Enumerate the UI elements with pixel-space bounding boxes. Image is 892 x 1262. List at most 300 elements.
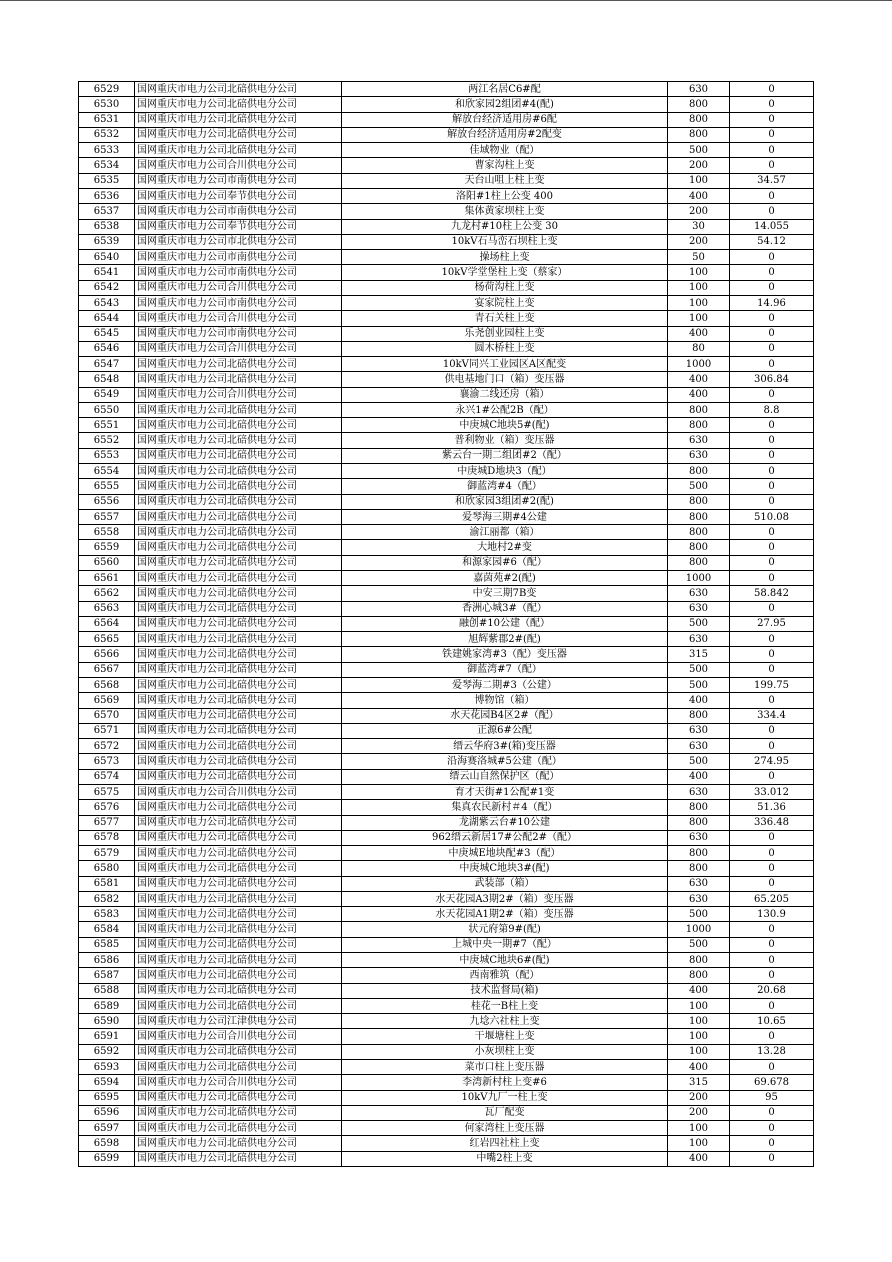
capacity-cell: 100 xyxy=(668,1044,730,1059)
company-cell: 国网重庆市电力公司北碚供电分公司 xyxy=(135,509,342,524)
table-row xyxy=(79,555,814,570)
company-cell: 国网重庆市电力公司北碚供电分公司 xyxy=(135,800,342,815)
value-cell: 0 xyxy=(730,418,814,433)
company-cell: 国网重庆市电力公司北碚供电分公司 xyxy=(135,418,342,433)
table-row xyxy=(79,1090,814,1105)
transformer-name-cell: 何家湾柱上变压器 xyxy=(342,1121,668,1136)
row-number-cell: 6541 xyxy=(79,265,135,280)
value-cell: 0 xyxy=(730,647,814,662)
company-cell: 国网重庆市电力公司北碚供电分公司 xyxy=(135,479,342,494)
table-row xyxy=(79,876,814,891)
capacity-cell: 200 xyxy=(668,158,730,173)
capacity-cell: 400 xyxy=(668,326,730,341)
table-row xyxy=(79,769,814,784)
row-number-cell: 6566 xyxy=(79,647,135,662)
row-number-cell: 6595 xyxy=(79,1090,135,1105)
table-row xyxy=(79,234,814,249)
company-cell: 国网重庆市电力公司奉节供电分公司 xyxy=(135,219,342,234)
capacity-cell: 1000 xyxy=(668,571,730,586)
table-row xyxy=(79,402,814,417)
capacity-cell: 630 xyxy=(668,448,730,463)
table-row xyxy=(79,1151,814,1166)
capacity-cell: 400 xyxy=(668,693,730,708)
row-number-cell: 6537 xyxy=(79,204,135,219)
capacity-cell: 100 xyxy=(668,295,730,310)
company-cell: 国网重庆市电力公司北碚供电分公司 xyxy=(135,723,342,738)
transformer-name-cell: 中庚城D地块3（配） xyxy=(342,464,668,479)
transformer-name-cell: 西南雅筑（配） xyxy=(342,968,668,983)
table-row xyxy=(79,616,814,631)
value-cell: 0 xyxy=(730,739,814,754)
transformer-name-cell: 缙云华府3#(箱)变压器 xyxy=(342,739,668,754)
company-cell: 国网重庆市电力公司北碚供电分公司 xyxy=(135,1044,342,1059)
value-cell: 65.205 xyxy=(730,891,814,906)
transformer-name-cell: 曹家沟柱上变 xyxy=(342,158,668,173)
transformer-name-cell: 解放台经济适用房#2配变 xyxy=(342,127,668,142)
row-number-cell: 6573 xyxy=(79,754,135,769)
page-top-rule xyxy=(0,0,892,1)
table-row xyxy=(79,311,814,326)
company-cell: 国网重庆市电力公司北碚供电分公司 xyxy=(135,525,342,540)
table-row xyxy=(79,295,814,310)
table-row xyxy=(79,647,814,662)
company-cell: 国网重庆市电力公司市南供电分公司 xyxy=(135,173,342,188)
row-number-cell: 6539 xyxy=(79,234,135,249)
row-number-cell: 6556 xyxy=(79,494,135,509)
transformer-name-cell: 永兴1#公配2B（配） xyxy=(342,402,668,417)
transformer-name-cell: 和源家园#6（配） xyxy=(342,555,668,570)
company-cell: 国网重庆市电力公司北碚供电分公司 xyxy=(135,1121,342,1136)
transformer-name-cell: 博物馆（箱） xyxy=(342,693,668,708)
row-number-cell: 6554 xyxy=(79,464,135,479)
table-row xyxy=(79,433,814,448)
transformer-name-cell: 大地村2#变 xyxy=(342,540,668,555)
table-row xyxy=(79,326,814,341)
company-cell: 国网重庆市电力公司北碚供电分公司 xyxy=(135,1136,342,1151)
transformer-name-cell: 菜市口柱上变压器 xyxy=(342,1060,668,1075)
row-number-cell: 6564 xyxy=(79,616,135,631)
capacity-cell: 30 xyxy=(668,219,730,234)
capacity-cell: 80 xyxy=(668,341,730,356)
transformer-name-cell: 10kV石马峦石坝柱上变 xyxy=(342,234,668,249)
transformer-name-cell: 爱琴海三期#4公建 xyxy=(342,509,668,524)
transformer-name-cell: 铁建姚家湾#3（配）变压器 xyxy=(342,647,668,662)
row-number-cell: 6589 xyxy=(79,998,135,1013)
capacity-cell: 800 xyxy=(668,555,730,570)
row-number-cell: 6563 xyxy=(79,601,135,616)
table-row xyxy=(79,891,814,906)
value-cell: 199.75 xyxy=(730,677,814,692)
company-cell: 国网重庆市电力公司北碚供电分公司 xyxy=(135,433,342,448)
row-number-cell: 6598 xyxy=(79,1136,135,1151)
value-cell: 0 xyxy=(730,1060,814,1075)
capacity-cell: 630 xyxy=(668,876,730,891)
company-cell: 国网重庆市电力公司北碚供电分公司 xyxy=(135,448,342,463)
row-number-cell: 6592 xyxy=(79,1044,135,1059)
transformer-name-cell: 御蓝湾#4（配） xyxy=(342,479,668,494)
row-number-cell: 6568 xyxy=(79,677,135,692)
transformer-name-cell: 缙云山自然保护区（配） xyxy=(342,769,668,784)
transformer-name-cell: 青石关柱上变 xyxy=(342,311,668,326)
transformer-name-cell: 中庚城C地块3#(配) xyxy=(342,861,668,876)
value-cell: 20.68 xyxy=(730,983,814,998)
row-number-cell: 6584 xyxy=(79,922,135,937)
value-cell: 0 xyxy=(730,693,814,708)
table-row xyxy=(79,1014,814,1029)
capacity-cell: 400 xyxy=(668,188,730,203)
row-number-cell: 6567 xyxy=(79,662,135,677)
table-row xyxy=(79,158,814,173)
value-cell: 8.8 xyxy=(730,402,814,417)
capacity-cell: 400 xyxy=(668,387,730,402)
table-row xyxy=(79,708,814,723)
capacity-cell: 800 xyxy=(668,112,730,127)
value-cell: 0 xyxy=(730,632,814,647)
company-cell: 国网重庆市电力公司北碚供电分公司 xyxy=(135,127,342,142)
company-cell: 国网重庆市电力公司市北供电分公司 xyxy=(135,234,342,249)
value-cell: 69.678 xyxy=(730,1075,814,1090)
capacity-cell: 50 xyxy=(668,250,730,265)
capacity-cell: 100 xyxy=(668,265,730,280)
transformer-name-cell: 红岩四社柱上变 xyxy=(342,1136,668,1151)
transformer-name-cell: 中庚城C地块5#(配) xyxy=(342,418,668,433)
value-cell: 34.57 xyxy=(730,173,814,188)
transformer-name-cell: 圆木桥柱上变 xyxy=(342,341,668,356)
row-number-cell: 6569 xyxy=(79,693,135,708)
row-number-cell: 6583 xyxy=(79,907,135,922)
table-row xyxy=(79,739,814,754)
table-row xyxy=(79,341,814,356)
capacity-cell: 630 xyxy=(668,632,730,647)
table-row xyxy=(79,143,814,158)
table-row xyxy=(79,723,814,738)
table-row xyxy=(79,250,814,265)
row-number-cell: 6536 xyxy=(79,188,135,203)
transformer-name-cell: 水天花园B4区2#（配） xyxy=(342,708,668,723)
value-cell: 0 xyxy=(730,937,814,952)
capacity-cell: 630 xyxy=(668,830,730,845)
value-cell: 510.08 xyxy=(730,509,814,524)
row-number-cell: 6593 xyxy=(79,1060,135,1075)
row-number-cell: 6548 xyxy=(79,372,135,387)
company-cell: 国网重庆市电力公司北碚供电分公司 xyxy=(135,754,342,769)
row-number-cell: 6555 xyxy=(79,479,135,494)
table-row xyxy=(79,204,814,219)
transformer-name-cell: 干堰塘柱上变 xyxy=(342,1029,668,1044)
value-cell: 0 xyxy=(730,998,814,1013)
row-number-cell: 6547 xyxy=(79,357,135,372)
capacity-cell: 400 xyxy=(668,769,730,784)
transformer-name-cell: 九埝六社柱上变 xyxy=(342,1014,668,1029)
company-cell: 国网重庆市电力公司北碚供电分公司 xyxy=(135,647,342,662)
capacity-cell: 500 xyxy=(668,616,730,631)
transformer-name-cell: 962缙云新居17#公配2#（配） xyxy=(342,830,668,845)
transformer-name-cell: 10kV学堂堡柱上变（蔡家） xyxy=(342,265,668,280)
value-cell: 0 xyxy=(730,861,814,876)
capacity-cell: 800 xyxy=(668,968,730,983)
transformer-name-cell: 沿海赛洛城#5公建（配） xyxy=(342,754,668,769)
transformer-name-cell: 10kV九厂一柱上变 xyxy=(342,1090,668,1105)
company-cell: 国网重庆市电力公司北碚供电分公司 xyxy=(135,998,342,1013)
capacity-cell: 800 xyxy=(668,97,730,112)
company-cell: 国网重庆市电力公司北碚供电分公司 xyxy=(135,861,342,876)
value-cell: 0 xyxy=(730,479,814,494)
row-number-cell: 6530 xyxy=(79,97,135,112)
row-number-cell: 6558 xyxy=(79,525,135,540)
table-row xyxy=(79,479,814,494)
row-number-cell: 6550 xyxy=(79,402,135,417)
company-cell: 国网重庆市电力公司北碚供电分公司 xyxy=(135,937,342,952)
transformer-name-cell: 中庚城E地块配#3（配） xyxy=(342,846,668,861)
company-cell: 国网重庆市电力公司北碚供电分公司 xyxy=(135,907,342,922)
row-number-cell: 6538 xyxy=(79,219,135,234)
value-cell: 0 xyxy=(730,555,814,570)
table-row xyxy=(79,540,814,555)
capacity-cell: 500 xyxy=(668,754,730,769)
value-cell: 0 xyxy=(730,112,814,127)
company-cell: 国网重庆市电力公司北碚供电分公司 xyxy=(135,953,342,968)
table-row xyxy=(79,494,814,509)
transformer-name-cell: 10kV同兴工业园区A区配变 xyxy=(342,357,668,372)
value-cell: 0 xyxy=(730,311,814,326)
capacity-cell: 800 xyxy=(668,815,730,830)
value-cell: 0 xyxy=(730,143,814,158)
row-number-cell: 6545 xyxy=(79,326,135,341)
company-cell: 国网重庆市电力公司北碚供电分公司 xyxy=(135,983,342,998)
value-cell: 130.9 xyxy=(730,907,814,922)
company-cell: 国网重庆市电力公司市南供电分公司 xyxy=(135,250,342,265)
transformer-name-cell: 中安三期7B变 xyxy=(342,586,668,601)
company-cell: 国网重庆市电力公司北碚供电分公司 xyxy=(135,846,342,861)
capacity-cell: 630 xyxy=(668,586,730,601)
value-cell: 10.65 xyxy=(730,1014,814,1029)
row-number-cell: 6544 xyxy=(79,311,135,326)
row-number-cell: 6531 xyxy=(79,112,135,127)
company-cell: 国网重庆市电力公司北碚供电分公司 xyxy=(135,372,342,387)
transformer-name-cell: 桂花一B柱上变 xyxy=(342,998,668,1013)
capacity-cell: 100 xyxy=(668,311,730,326)
transformer-name-cell: 洛阳#1柱上公变 400 xyxy=(342,188,668,203)
table-row xyxy=(79,693,814,708)
transformer-name-cell: 上城中央一期#7（配） xyxy=(342,937,668,952)
table-row xyxy=(79,998,814,1013)
capacity-cell: 200 xyxy=(668,1105,730,1120)
row-number-cell: 6581 xyxy=(79,876,135,891)
company-cell: 国网重庆市电力公司合川供电分公司 xyxy=(135,341,342,356)
row-number-cell: 6575 xyxy=(79,784,135,799)
transformer-name-cell: 育才天街#1公配#1变 xyxy=(342,784,668,799)
capacity-cell: 500 xyxy=(668,479,730,494)
table-row xyxy=(79,800,814,815)
transformer-name-cell: 两江名居C6#配 xyxy=(342,82,668,97)
capacity-cell: 500 xyxy=(668,143,730,158)
capacity-cell: 630 xyxy=(668,891,730,906)
table-row xyxy=(79,418,814,433)
value-cell: 306.84 xyxy=(730,372,814,387)
company-cell: 国网重庆市电力公司北碚供电分公司 xyxy=(135,143,342,158)
capacity-cell: 800 xyxy=(668,800,730,815)
table-row xyxy=(79,586,814,601)
table-row xyxy=(79,219,814,234)
transformer-name-cell: 襄渝二线还房（箱） xyxy=(342,387,668,402)
row-number-cell: 6543 xyxy=(79,295,135,310)
table-row xyxy=(79,968,814,983)
table-row xyxy=(79,265,814,280)
company-cell: 国网重庆市电力公司北碚供电分公司 xyxy=(135,708,342,723)
value-cell: 33.012 xyxy=(730,784,814,799)
value-cell: 51.36 xyxy=(730,800,814,815)
company-cell: 国网重庆市电力公司北碚供电分公司 xyxy=(135,876,342,891)
value-cell: 0 xyxy=(730,280,814,295)
value-cell: 274.95 xyxy=(730,754,814,769)
value-cell: 0 xyxy=(730,968,814,983)
value-cell: 0 xyxy=(730,953,814,968)
row-number-cell: 6533 xyxy=(79,143,135,158)
transformer-name-cell: 御蓝湾#7（配） xyxy=(342,662,668,677)
value-cell: 0 xyxy=(730,326,814,341)
transformer-name-cell: 水天花园A1期2#（箱）变压器 xyxy=(342,907,668,922)
table-row xyxy=(79,983,814,998)
transformer-name-cell: 供电基地门口（箱）变压器 xyxy=(342,372,668,387)
table-row xyxy=(79,632,814,647)
table-row xyxy=(79,846,814,861)
company-cell: 国网重庆市电力公司市南供电分公司 xyxy=(135,204,342,219)
table-row xyxy=(79,1105,814,1120)
transformer-name-cell: 和欣家园3组团#2(配) xyxy=(342,494,668,509)
row-number-cell: 6549 xyxy=(79,387,135,402)
table-row xyxy=(79,1044,814,1059)
row-number-cell: 6559 xyxy=(79,540,135,555)
value-cell: 27.95 xyxy=(730,616,814,631)
company-cell: 国网重庆市电力公司奉节供电分公司 xyxy=(135,188,342,203)
value-cell: 0 xyxy=(730,82,814,97)
company-cell: 国网重庆市电力公司北碚供电分公司 xyxy=(135,968,342,983)
capacity-cell: 400 xyxy=(668,1060,730,1075)
capacity-cell: 500 xyxy=(668,662,730,677)
capacity-cell: 100 xyxy=(668,1136,730,1151)
capacity-cell: 100 xyxy=(668,173,730,188)
row-number-cell: 6542 xyxy=(79,280,135,295)
row-number-cell: 6560 xyxy=(79,555,135,570)
company-cell: 国网重庆市电力公司北碚供电分公司 xyxy=(135,1151,342,1166)
transformer-name-cell: 乐尧创业园柱上变 xyxy=(342,326,668,341)
value-cell: 14.96 xyxy=(730,295,814,310)
table-row xyxy=(79,188,814,203)
value-cell: 0 xyxy=(730,158,814,173)
table-row xyxy=(79,784,814,799)
value-cell: 0 xyxy=(730,846,814,861)
transformer-name-cell: 普利物业（箱）变压器 xyxy=(342,433,668,448)
value-cell: 0 xyxy=(730,1121,814,1136)
transformer-name-cell: 旭辉紫郡2#(配) xyxy=(342,632,668,647)
company-cell: 国网重庆市电力公司北碚供电分公司 xyxy=(135,1060,342,1075)
transformer-name-cell: 渝江丽都（箱） xyxy=(342,525,668,540)
row-number-cell: 6546 xyxy=(79,341,135,356)
value-cell: 0 xyxy=(730,97,814,112)
transformer-name-cell: 小灰坝柱上变 xyxy=(342,1044,668,1059)
table-row xyxy=(79,1075,814,1090)
transformer-name-cell: 正源6#公配 xyxy=(342,723,668,738)
transformer-name-cell: 九龙村#10柱上公变 30 xyxy=(342,219,668,234)
table-row xyxy=(79,953,814,968)
company-cell: 国网重庆市电力公司合川供电分公司 xyxy=(135,280,342,295)
capacity-cell: 800 xyxy=(668,953,730,968)
table-row xyxy=(79,861,814,876)
company-cell: 国网重庆市电力公司北碚供电分公司 xyxy=(135,693,342,708)
capacity-cell: 500 xyxy=(668,907,730,922)
table-row xyxy=(79,677,814,692)
table-row xyxy=(79,815,814,830)
capacity-cell: 800 xyxy=(668,861,730,876)
transformer-name-cell: 解放台经济适用房#6配 xyxy=(342,112,668,127)
row-number-cell: 6574 xyxy=(79,769,135,784)
capacity-cell: 1000 xyxy=(668,922,730,937)
transformer-name-cell: 集真农民新村＃4（配） xyxy=(342,800,668,815)
capacity-cell: 630 xyxy=(668,723,730,738)
value-cell: 0 xyxy=(730,769,814,784)
value-cell: 0 xyxy=(730,601,814,616)
capacity-cell: 630 xyxy=(668,433,730,448)
company-cell: 国网重庆市电力公司北碚供电分公司 xyxy=(135,922,342,937)
capacity-cell: 100 xyxy=(668,998,730,1013)
capacity-cell: 500 xyxy=(668,937,730,952)
value-cell: 14.055 xyxy=(730,219,814,234)
transformer-name-cell: 宴家院柱上变 xyxy=(342,295,668,310)
value-cell: 0 xyxy=(730,540,814,555)
row-number-cell: 6580 xyxy=(79,861,135,876)
capacity-cell: 400 xyxy=(668,983,730,998)
capacity-cell: 800 xyxy=(668,402,730,417)
company-cell: 国网重庆市电力公司北碚供电分公司 xyxy=(135,815,342,830)
table-row xyxy=(79,173,814,188)
transformer-name-cell: 嘉茵苑#2(配) xyxy=(342,571,668,586)
table-row xyxy=(79,357,814,372)
value-cell: 0 xyxy=(730,876,814,891)
company-cell: 国网重庆市电力公司北碚供电分公司 xyxy=(135,739,342,754)
table-row xyxy=(79,372,814,387)
company-cell: 国网重庆市电力公司市南供电分公司 xyxy=(135,326,342,341)
row-number-cell: 6596 xyxy=(79,1105,135,1120)
value-cell: 0 xyxy=(730,464,814,479)
capacity-cell: 800 xyxy=(668,846,730,861)
value-cell: 334.4 xyxy=(730,708,814,723)
company-cell: 国网重庆市电力公司合川供电分公司 xyxy=(135,387,342,402)
transformer-name-cell: 水天花园A3期2#（箱）变压器 xyxy=(342,891,668,906)
capacity-cell: 800 xyxy=(668,127,730,142)
row-number-cell: 6588 xyxy=(79,983,135,998)
capacity-cell: 630 xyxy=(668,784,730,799)
table-row xyxy=(79,754,814,769)
capacity-cell: 400 xyxy=(668,372,730,387)
company-cell: 国网重庆市电力公司北碚供电分公司 xyxy=(135,97,342,112)
capacity-cell: 630 xyxy=(668,739,730,754)
table-row xyxy=(79,1121,814,1136)
table-row xyxy=(79,464,814,479)
company-cell: 国网重庆市电力公司合川供电分公司 xyxy=(135,1075,342,1090)
value-cell: 0 xyxy=(730,571,814,586)
transformer-name-cell: 中庚城C地块6#(配) xyxy=(342,953,668,968)
company-cell: 国网重庆市电力公司北碚供电分公司 xyxy=(135,112,342,127)
row-number-cell: 6562 xyxy=(79,586,135,601)
row-number-cell: 6582 xyxy=(79,891,135,906)
value-cell: 0 xyxy=(730,448,814,463)
table-row xyxy=(79,1136,814,1151)
capacity-cell: 100 xyxy=(668,1014,730,1029)
company-cell: 国网重庆市电力公司北碚供电分公司 xyxy=(135,1090,342,1105)
capacity-cell: 800 xyxy=(668,540,730,555)
table-row xyxy=(79,830,814,845)
value-cell: 13.28 xyxy=(730,1044,814,1059)
